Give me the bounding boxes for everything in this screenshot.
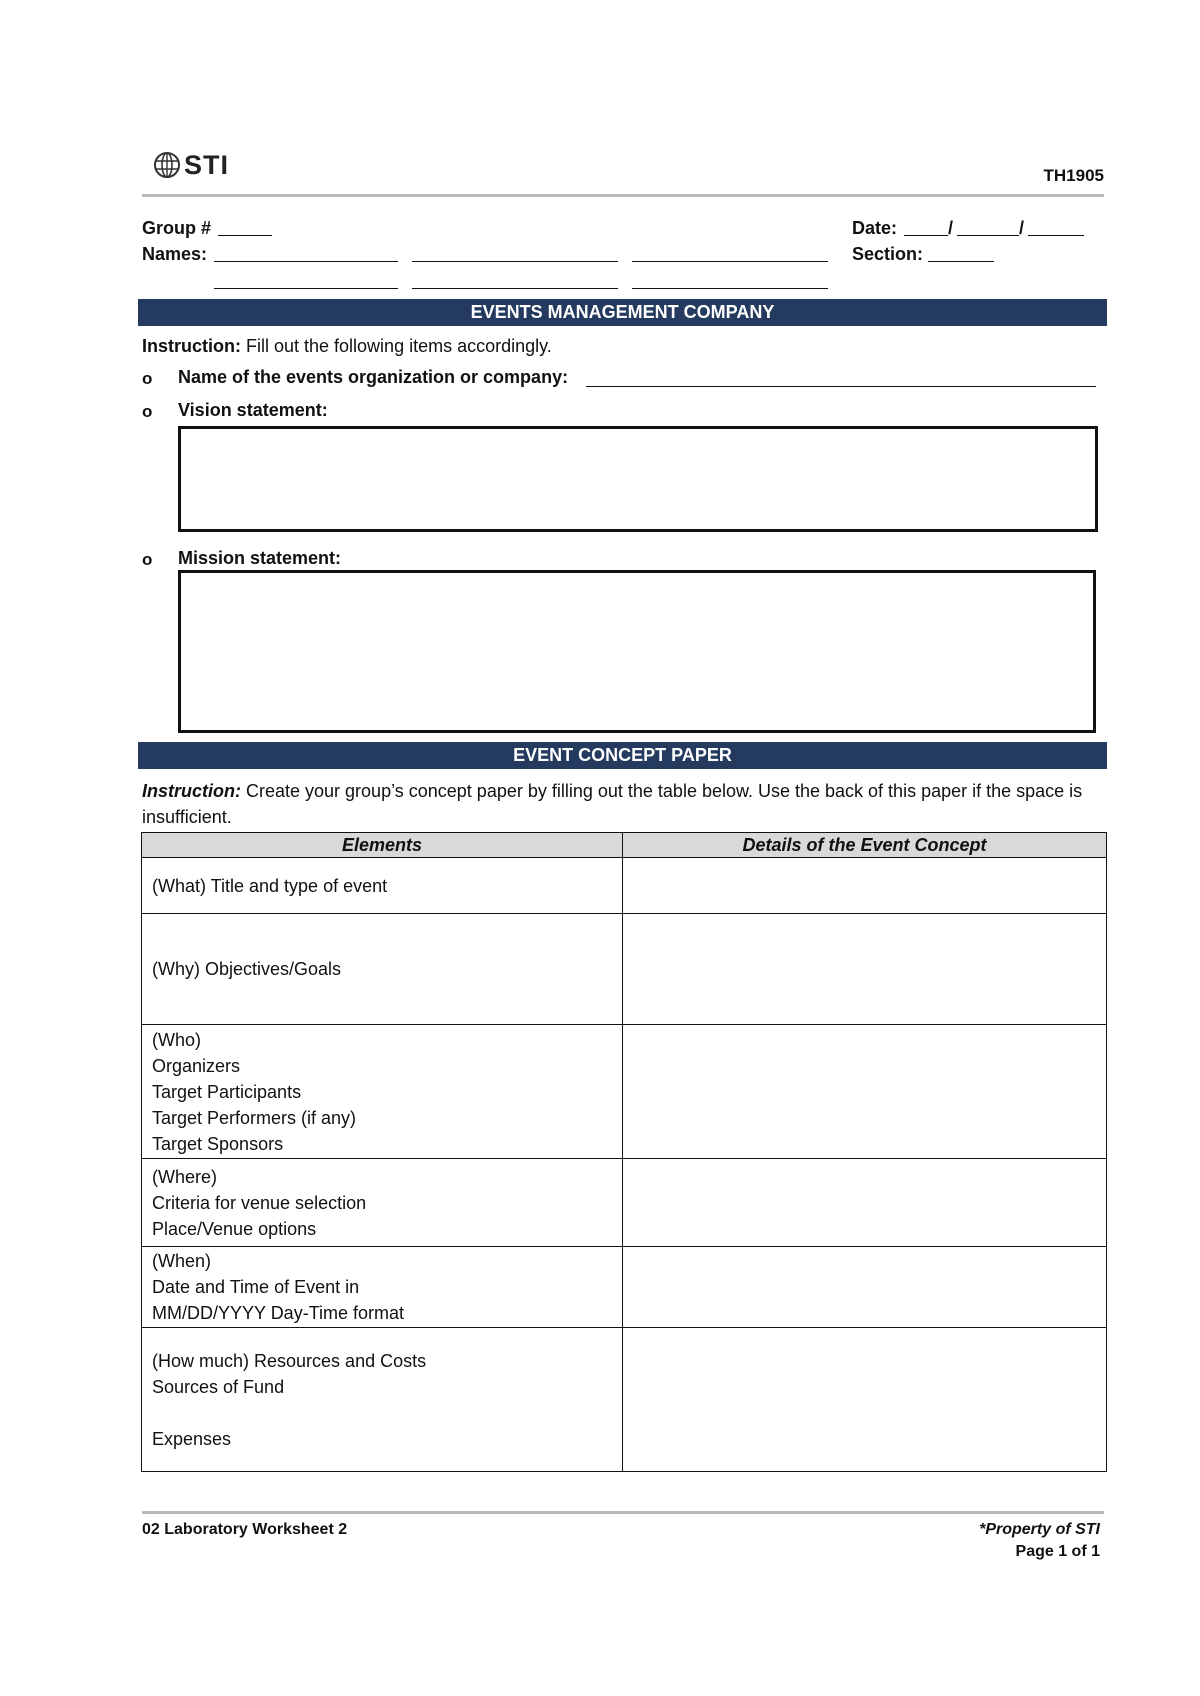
instruction-2 (142, 778, 1107, 830)
footer-title: 02 Laboratory Worksheet 2 (142, 1521, 348, 1538)
section-field[interactable] (928, 261, 994, 262)
name-field-3[interactable] (632, 261, 828, 262)
instruction-label: Instruction: (142, 781, 241, 801)
name-field-2[interactable] (412, 261, 618, 262)
names-label: Names: (142, 244, 208, 264)
column-header-details: Details of the Event Concept (623, 833, 1107, 858)
name-field-4[interactable] (214, 288, 398, 289)
element-cell: (When) Date and Time of Event in MM/DD/YYYY Day-Time format (142, 1247, 623, 1328)
instruction-text: Fill out the following items accordingly. (241, 336, 552, 356)
date-separator: / (1019, 218, 1025, 238)
group-field[interactable] (218, 235, 272, 236)
bullet: o (142, 550, 153, 569)
course-code: TH1905 (1043, 166, 1104, 185)
table-row (142, 1025, 1107, 1159)
name-field-5[interactable] (412, 288, 618, 289)
concept-table (141, 832, 1107, 1472)
table-header-row (142, 833, 1107, 858)
date-day-field[interactable] (957, 235, 1019, 236)
table-row (142, 858, 1107, 914)
details-cell[interactable] (623, 1025, 1107, 1159)
section-label: Section: (852, 244, 924, 264)
element-cell: (Who) Organizers Target Participants Target Performers (if any) Target Sponsors (142, 1025, 623, 1159)
details-cell[interactable] (623, 858, 1107, 914)
name-field-6[interactable] (632, 288, 828, 289)
table-row (142, 1159, 1107, 1247)
table-row (142, 1328, 1107, 1472)
vision-label: Vision statement: (178, 400, 328, 420)
mission-box[interactable] (178, 570, 1096, 733)
element-cell: (How much) Resources and Costs Sources of Fund Expenses (142, 1328, 623, 1472)
element-cell: (Where) Criteria for venue selection Place/Venue options (142, 1159, 623, 1247)
vision-box[interactable] (178, 426, 1098, 532)
column-header-elements: Elements (142, 833, 623, 858)
page-number: Page 1 of 1 (1015, 1543, 1100, 1560)
instruction-1 (142, 336, 552, 357)
details-cell[interactable] (623, 1159, 1107, 1247)
header-rule (142, 194, 1104, 197)
date-separator: / (948, 218, 954, 238)
section-header-events-company: EVENTS MANAGEMENT COMPANY (138, 299, 1107, 326)
element-cell: (Why) Objectives/Goals (142, 914, 623, 1025)
logo-text: STI (184, 149, 230, 180)
bullet: o (142, 402, 153, 421)
table-row (142, 914, 1107, 1025)
sti-logo (152, 148, 232, 182)
details-cell[interactable] (623, 914, 1107, 1025)
details-cell[interactable] (623, 1328, 1107, 1472)
date-year-field[interactable] (1028, 235, 1084, 236)
company-name-field[interactable] (586, 386, 1096, 387)
footer-property: *Property of STI (979, 1521, 1100, 1538)
mission-label: Mission statement: (178, 548, 342, 568)
company-name-label: Name of the events organization or company: (178, 367, 569, 387)
date-month-field[interactable] (904, 235, 948, 236)
date-label: Date: (852, 218, 898, 238)
footer-rule (142, 1511, 1104, 1514)
group-label: Group # (142, 218, 212, 238)
instruction-label: Instruction: (142, 336, 241, 356)
name-field-1[interactable] (214, 261, 398, 262)
globe-icon (152, 150, 182, 180)
instruction-text: Create your group’s concept paper by filling out the table below. Use the back of this paper if the space is insufficient. (142, 781, 1083, 827)
section-header-concept-paper: EVENT CONCEPT PAPER (138, 742, 1107, 769)
element-cell: (What) Title and type of event (142, 858, 623, 914)
table-row (142, 1247, 1107, 1328)
details-cell[interactable] (623, 1247, 1107, 1328)
bullet: o (142, 369, 153, 388)
